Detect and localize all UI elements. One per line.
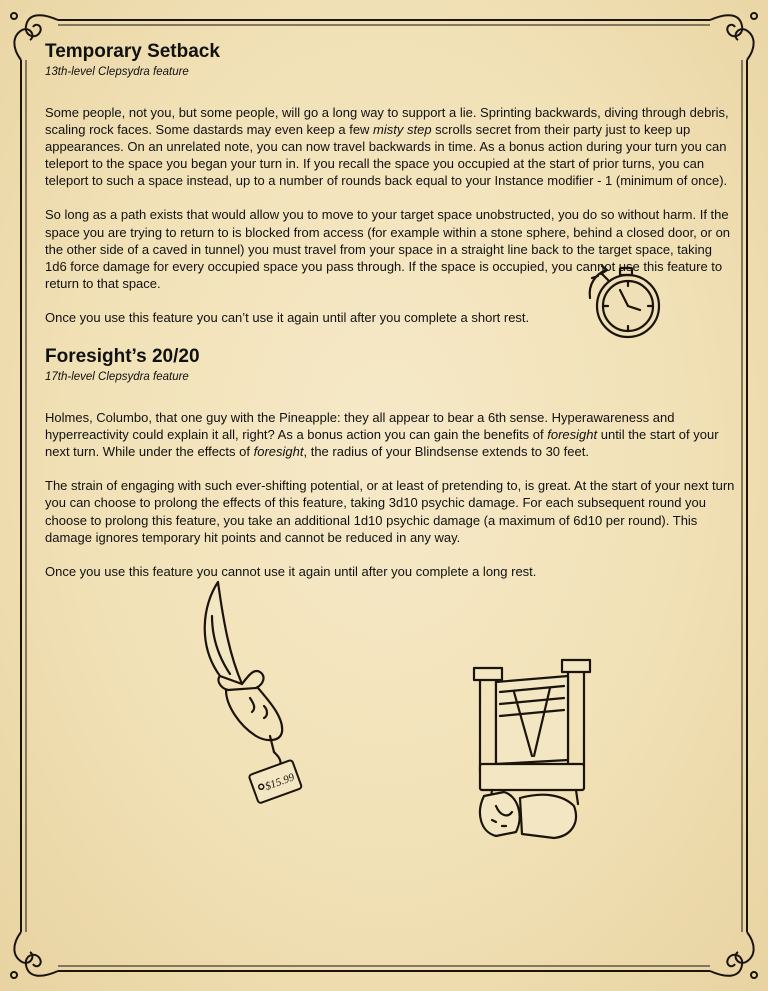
paragraph: Holmes, Columbo, that one guy with the Pineapple: they all appear to bear a 6th sense. Hyperawareness and hyperreactivity could explain it all, right? As a bonus action you can gain the benefits of foresight until the start of your next turn. While under the effects of foresight, the radius of your Blindsense extends to 30 feet. xyxy=(45,410,719,460)
overalls-illustration xyxy=(462,656,602,844)
paragraph: Once you use this feature you can’t use it again until after you complete a short rest. xyxy=(45,309,530,325)
feature-foresight xyxy=(45,345,735,580)
paragraph: So long as a path exists that would allow you to move to your target space unobstructed, you do so without harm. If the space you are trying to return to is blocked from access (for example within a stone sphere, behind a closed door, or on the other side of a caved in tunnel) you must travel from your space in a straight line back to the target space, taking 1d6 force damage for every occupied space you pass through. If the space is occupied, you cannot use this feature to return to that space. xyxy=(45,207,731,291)
paragraph: Once you use this feature you cannot use it again until after you complete a long rest. xyxy=(45,563,537,579)
section-subtitle: 17th-level Clepsydra feature xyxy=(45,371,189,384)
paragraph: The strain of engaging with such ever-shifting potential, or at least of pretending to, is great. At the start of your next turn you can choose to prolong the effects of this feature, taking 3d10 psychic damage. For each subsequent round you choose to prolong this feature, you take an additional 1d10 psychic damage (a maximum of 6d10 per round). This damage ignores temporary hit points and cannot be reduced in any way. xyxy=(45,478,735,545)
stopwatch-icon xyxy=(580,262,670,344)
price-tag-text: $15.99 xyxy=(263,771,297,793)
paragraph: Some people, not you, but some people, will go a long way to support a lie. Sprinting backwards, diving through debris, scaling rock faces. Some dastards may even keep a few misty step scrolls secret from their party just to keep up appearances. On an unrelated note, you can now travel backwards in time. As a bonus action during your turn you can teleport to the space you began your turn in. If you recall the space you occupied at the start of prior turns, you can teleport to such a space instead, up to a number of rounds back equal to your Instance modifier - 1 (minimum of once). xyxy=(45,105,729,189)
section-title: Temporary Setback xyxy=(45,41,220,62)
dagger-illustration xyxy=(190,576,320,826)
section-title: Foresight’s 20/20 xyxy=(45,346,200,368)
section-subtitle: 13th-level Clepsydra feature xyxy=(45,66,189,78)
